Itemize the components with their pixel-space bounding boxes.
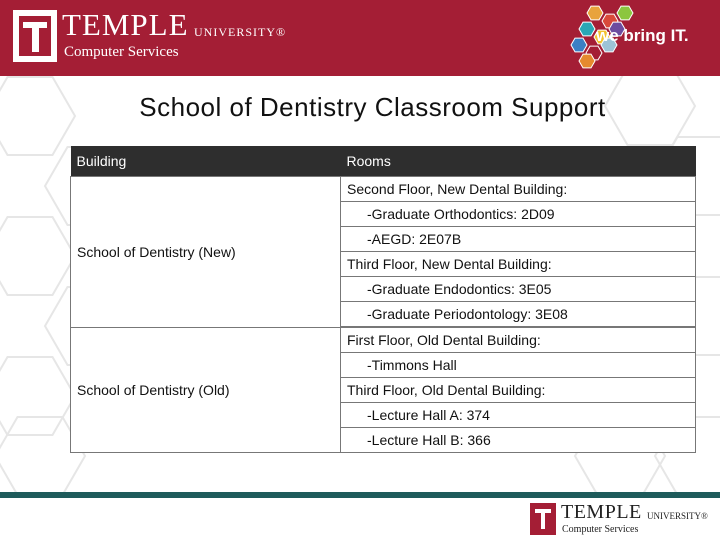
hexagon-shape — [579, 54, 595, 68]
background-hexagon — [0, 217, 75, 295]
building-cell: School of Dentistry (New) — [71, 177, 341, 328]
hexagon-shape — [579, 22, 595, 36]
header-banner — [0, 0, 720, 76]
footer-logo — [530, 501, 708, 539]
room-cell: -Graduate Periodontology: 3E08 — [341, 302, 696, 327]
room-cell: Third Floor, New Dental Building: — [341, 252, 696, 277]
room-cell: -Graduate Orthodontics: 2D09 — [341, 202, 696, 227]
room-cell: Third Floor, Old Dental Building: — [341, 378, 696, 403]
hexagon-shape — [617, 6, 633, 20]
hexagon-shape — [571, 38, 587, 52]
brand-subtitle: Computer Services — [64, 44, 179, 60]
footer-brand-subtitle: Computer Services — [562, 524, 639, 535]
room-cell: -Lecture Hall A: 374 — [341, 403, 696, 428]
table-row — [71, 328, 696, 353]
brand-word: TEMPLE — [62, 7, 189, 42]
footer-brand-word: TEMPLE — [561, 501, 642, 523]
table-row — [71, 177, 696, 202]
room-cell: -Timmons Hall — [341, 353, 696, 378]
building-cell: School of Dentistry (Old) — [71, 328, 341, 453]
room-cell: -Lecture Hall B: 366 — [341, 428, 696, 453]
tagline: we bring IT. — [596, 26, 689, 45]
footer-temple-t-icon — [530, 503, 556, 535]
header-building: Building — [71, 146, 341, 177]
brand-university: UNIVERSITY® — [194, 25, 287, 39]
footer-brand-university: UNIVERSITY® — [647, 511, 708, 521]
temple-t-logo-icon — [13, 10, 57, 62]
background-hexagon — [0, 357, 75, 435]
classroom-table — [70, 146, 696, 453]
footer-band — [0, 492, 720, 498]
room-cell: First Floor, Old Dental Building: — [341, 328, 696, 353]
room-cell: Second Floor, New Dental Building: — [341, 177, 696, 202]
page-title: School of Dentistry Classroom Support — [139, 92, 606, 122]
hexagon-shape — [587, 6, 603, 20]
room-cell: -AEGD: 2E07B — [341, 227, 696, 252]
table-header-row — [71, 146, 696, 177]
header-rooms: Rooms — [341, 146, 696, 177]
room-cell: -Graduate Endodontics: 3E05 — [341, 277, 696, 302]
